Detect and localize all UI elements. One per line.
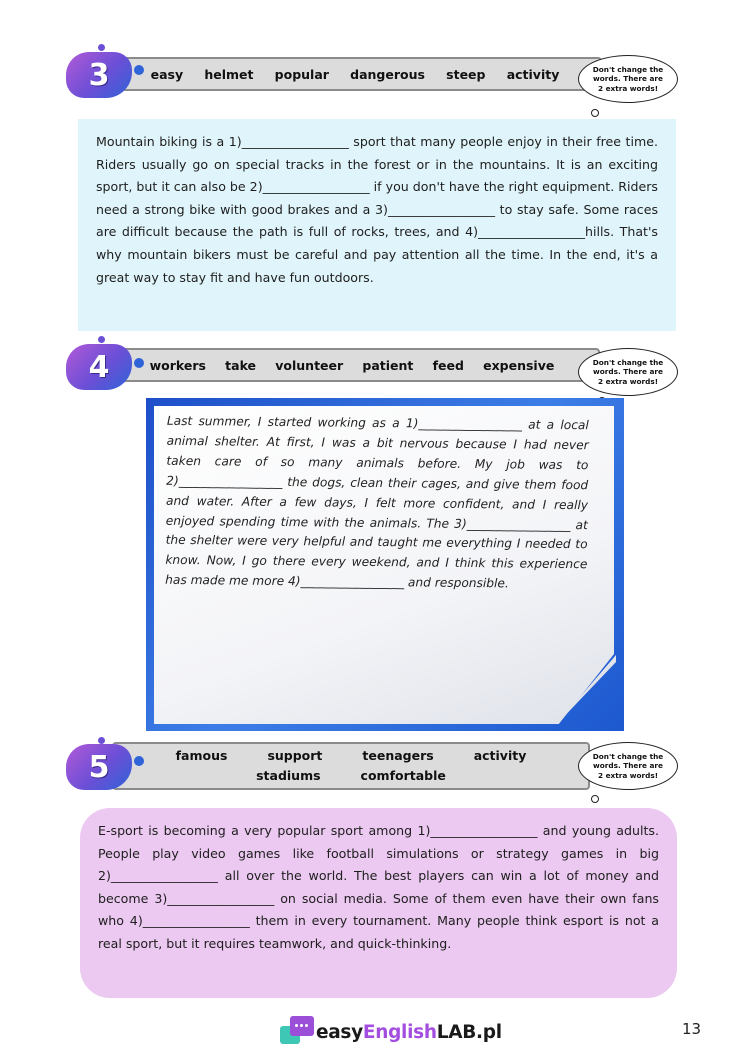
bubble-tail-dot	[591, 109, 599, 117]
word-item: famous	[175, 748, 228, 763]
word-item: steep	[446, 66, 486, 82]
word-item: take	[225, 357, 257, 373]
exercise-number-badge: 3	[66, 52, 132, 98]
decor-dot	[134, 358, 144, 368]
word-item: helmet	[204, 66, 254, 82]
word-item: stadiums	[256, 768, 321, 783]
word-item: workers	[149, 357, 206, 373]
decor-dot	[98, 737, 105, 744]
note-bubble: Don't change the words. There are 2 extra words!	[578, 348, 678, 396]
word-item: popular	[274, 66, 329, 82]
word-item: patient	[362, 357, 414, 373]
word-item: easy	[150, 66, 184, 82]
bubble-tail-dot	[591, 795, 599, 803]
exercise-number-badge: 4	[66, 344, 132, 390]
brand-logo	[280, 1014, 520, 1050]
note-bubble: Don't change the words. There are 2 extra words!	[578, 742, 678, 790]
exercise-5-text: E-sport is becoming a very popular sport among 1)_________________ and young adults. People play video games like football simulations or strategy games in big 2)_________________ all over the world. The best players can win a lot of money and become 3)_________________ on social media. Some of them even have their own fans who 4)_________________ them in every tournament. Many people think esport is not a real sport, but it requires teamwork, and quick-thinking.	[98, 823, 659, 951]
word-item: comfortable	[360, 768, 446, 783]
word-item: activity	[506, 66, 560, 82]
logo-text: easyEnglishLAB.pl	[316, 1021, 502, 1043]
decor-dot	[98, 44, 105, 51]
decor-dot	[134, 65, 144, 75]
page-number: 13	[682, 1020, 702, 1038]
chat-bubble-icon	[280, 1016, 314, 1048]
word-item: teenagers	[362, 748, 434, 763]
word-item: expensive	[483, 357, 555, 373]
word-item: volunteer	[275, 357, 344, 373]
word-bank-3	[112, 57, 602, 91]
word-item: activity	[473, 748, 527, 763]
word-item: feed	[432, 357, 464, 373]
word-bank-4	[112, 348, 600, 382]
word-item: support	[267, 748, 323, 763]
decor-dot	[134, 756, 144, 766]
exercise-3-text-box	[78, 119, 676, 331]
exercise-3-text: Mountain biking is a 1)_________________ sport that many people enjoy in their free time. Riders usually go on special tracks in the forest or in the mountains. It is an exciting sport, but it can also be 2)_________________ if you don't have the right equipment. Riders need a strong bike with good brakes and a 3)_________________ to stay safe. Some races are difficult because the path is full of rocks, trees, and 4)_________________hills. That's why mountain bikers must be careful and pay attention all the time. In the end, it's a great way to stay fit and have fun outdoors.	[96, 134, 658, 285]
exercise-5-text-box	[80, 808, 677, 998]
note-bubble: Don't change the words. There are 2 extra words!	[578, 55, 678, 103]
word-item: dangerous	[350, 66, 425, 82]
decor-dot	[98, 336, 105, 343]
exercise-4-text: Last summer, I started working as a 1)_________________ at a local animal shelter. At first, I was a bit nervous because I had never taken care of so many animals before. My job was to 2)_________________ the dogs, clean their cages, and give them food and water. After a few days, I felt more confident, and I really enjoyed spending time with the animals. The 3)_________________ at the shelter were very helpful and taught me everything I needed to know. Now, I go there every weekend, and I think this experience has made me more 4)_________________ and responsible.	[165, 413, 589, 591]
word-bank-5	[112, 742, 590, 790]
exercise-number-badge: 5	[66, 744, 132, 790]
